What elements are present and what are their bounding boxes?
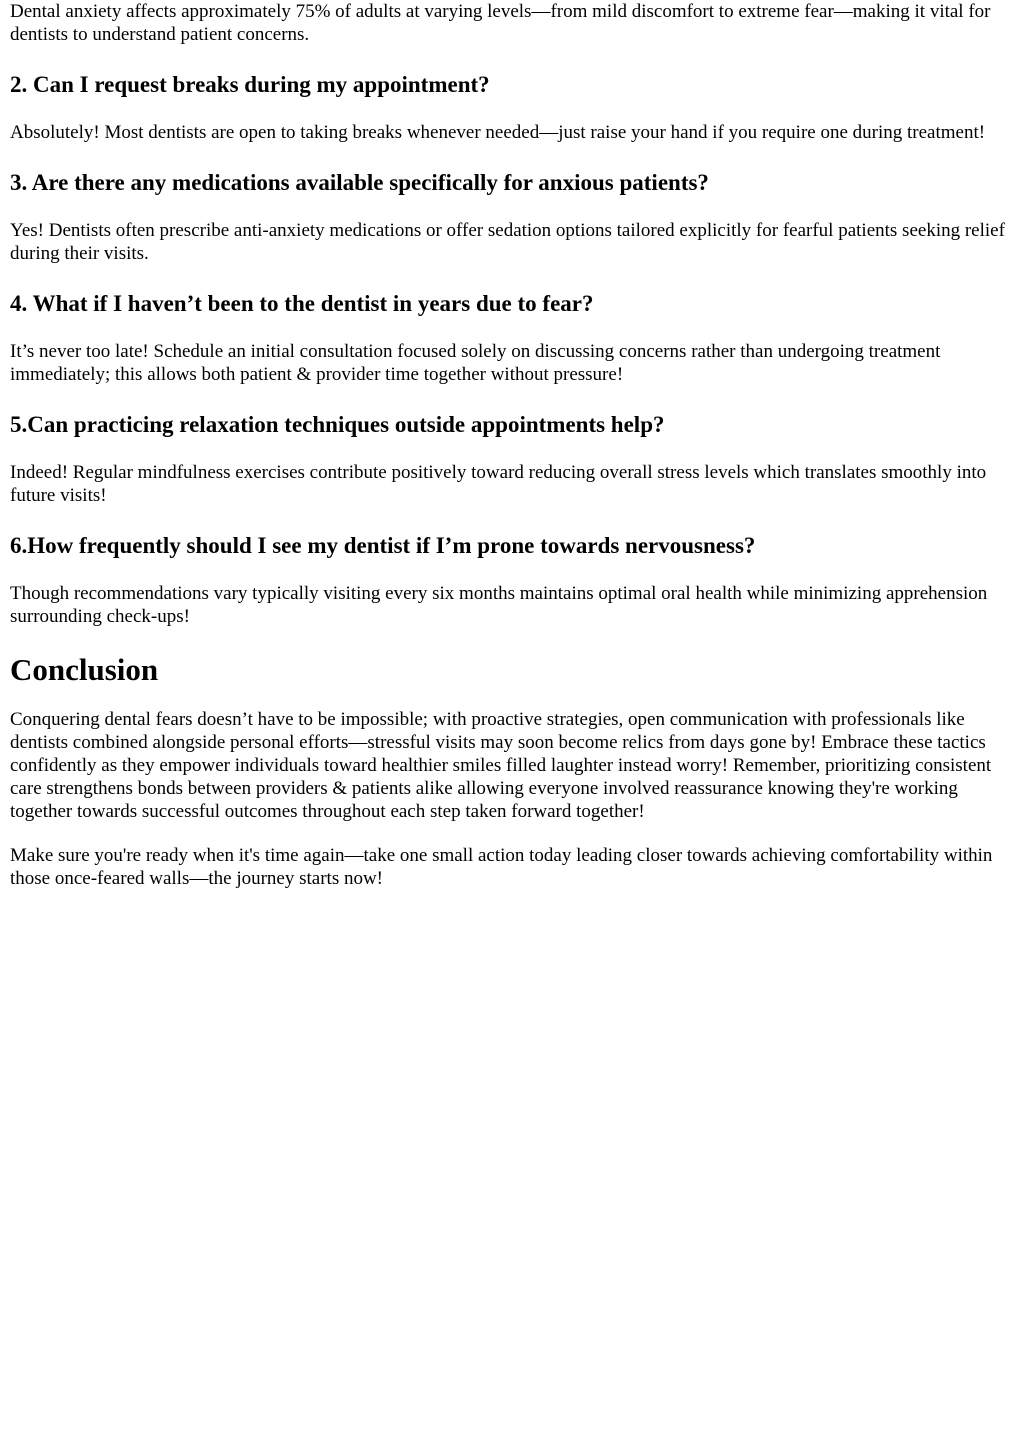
faq-item	[10, 290, 1016, 386]
faq-answer: Though recommendations vary typically visiting every six months maintains optimal oral health while minimizing apprehension surrounding check-ups!	[10, 583, 988, 627]
faq-question: 5.Can practicing relaxation techniques outside appointments help?	[10, 412, 665, 437]
faq-question: 6.How frequently should I see my dentist if I’m prone towards nervousness?	[10, 533, 756, 558]
faq-answer: It’s never too late! Schedule an initial consultation focused solely on discussing concerns rather than undergoing treatment immediately; this allows both patient & provider time together without pressure!	[10, 341, 941, 385]
faq-item	[10, 169, 1016, 265]
faq-answer: Absolutely! Most dentists are open to taking breaks whenever needed—just raise your hand if you require one during treatment!	[10, 122, 986, 143]
faq-item	[10, 71, 1016, 144]
conclusion-paragraph: Make sure you're ready when it's time again—take one small action today leading closer towards achieving comfortability within those once-feared walls—the journey starts now!	[10, 845, 993, 889]
faq-question: 3. Are there any medications available specifically for anxious patients?	[10, 170, 709, 195]
faq-question: 4. What if I haven’t been to the dentist in years due to fear?	[10, 291, 594, 316]
faq-answer: Indeed! Regular mindfulness exercises contribute positively toward reducing overall stress levels which translates smoothly into future visits!	[10, 462, 987, 506]
faq-question: 2. Can I request breaks during my appointment?	[10, 72, 490, 97]
faq-answer: Yes! Dentists often prescribe anti-anxiety medications or offer sedation options tailored explicitly for fearful patients seeking relief during their visits.	[10, 220, 1005, 264]
faq-item	[10, 532, 1016, 628]
intro-paragraph: Dental anxiety affects approximately 75% of adults at varying levels—from mild discomfort to extreme fear—making it vital for dentists to understand patient concerns.	[10, 1, 991, 45]
conclusion-paragraph: Conquering dental fears doesn’t have to be impossible; with proactive strategies, open communication with professionals like dentists combined alongside personal efforts—stressful visits may soon become relics from days gone by! Embrace these tactics confidently as they empower individuals toward healthier smiles filled laughter instead worry! Remember, prioritizing consistent care strengthens bonds between providers & patients alike allowing everyone involved reassurance knowing they're working together towards successful outcomes throughout each step taken forward together!	[10, 709, 992, 822]
conclusion-heading: Conclusion	[10, 652, 159, 687]
conclusion-section	[10, 652, 1016, 890]
faq-item	[10, 411, 1016, 507]
